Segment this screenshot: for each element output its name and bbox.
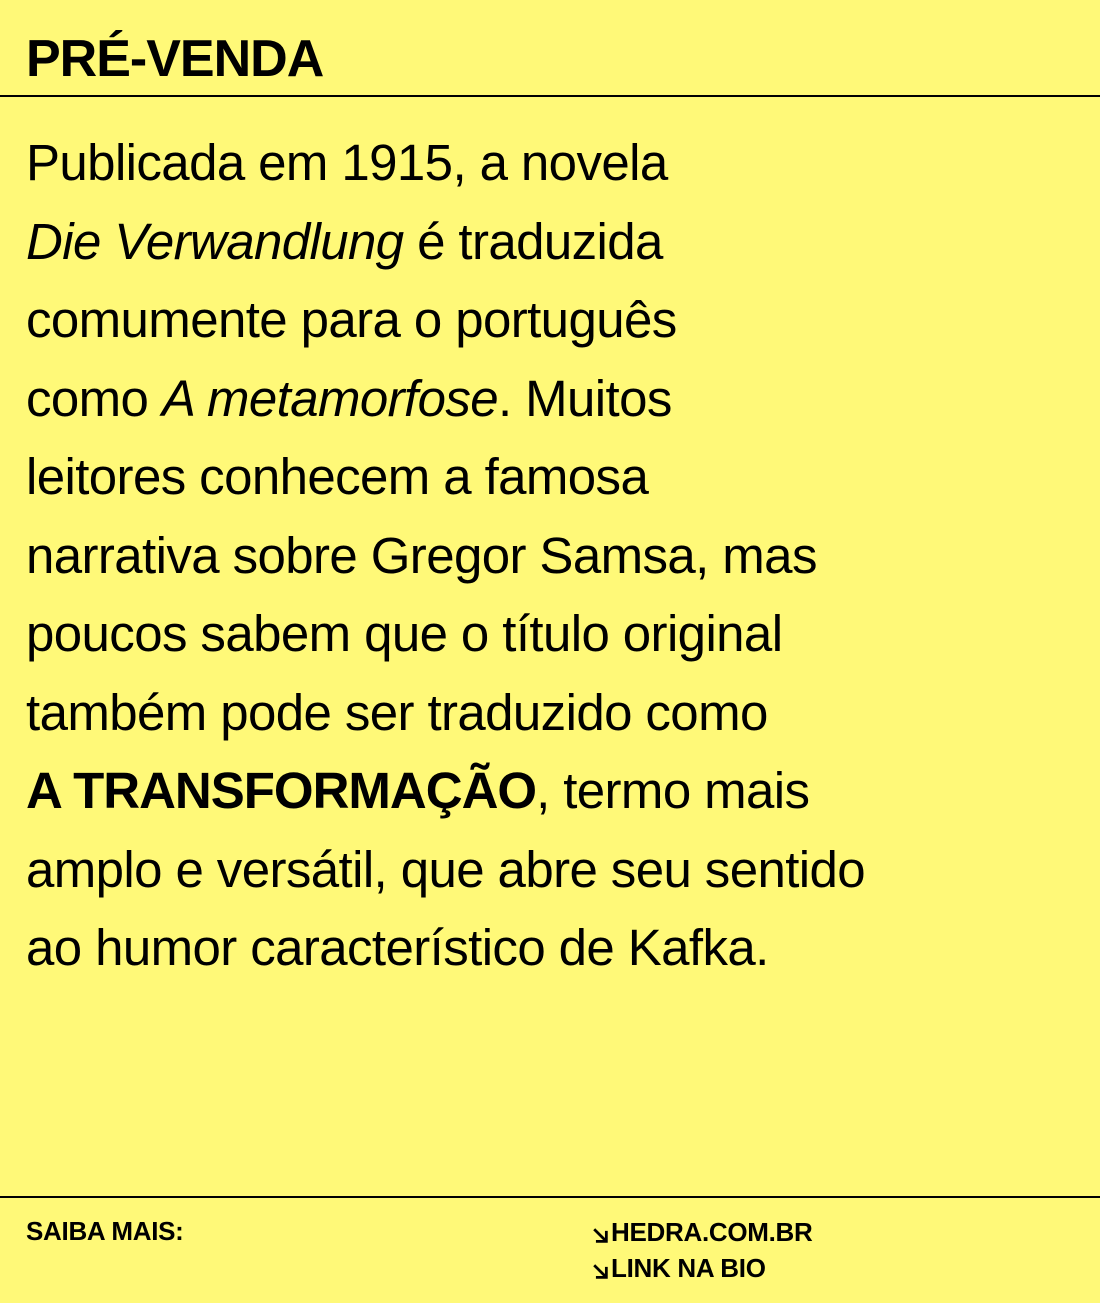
website-link-label: HEDRA.COM.BR <box>611 1217 813 1247</box>
body-paragraph <box>26 124 1086 988</box>
bottom-divider <box>0 1196 1100 1198</box>
website-link[interactable] <box>592 1214 813 1250</box>
arrow-down-right-icon <box>592 1227 609 1244</box>
bio-link[interactable] <box>592 1250 813 1286</box>
body-line: Die Verwandlung é traduzida <box>26 212 663 270</box>
body-line: narrativa sobre Gregor Samsa, mas <box>26 526 817 584</box>
body-line: também pode ser traduzido como <box>26 683 768 741</box>
top-divider <box>0 95 1100 97</box>
body-line: poucos sabem que o título original <box>26 605 783 662</box>
footer-links <box>592 1214 813 1286</box>
body-line: comumente para o português <box>26 291 677 348</box>
body-line: como A metamorfose. Muitos <box>26 369 672 427</box>
body-line: ao humor característico de Kafka. <box>26 919 769 976</box>
bio-link-label: LINK NA BIO <box>611 1253 766 1283</box>
learn-more-label: SAIBA MAIS: <box>26 1216 184 1246</box>
page-title: PRÉ-VENDA <box>26 30 324 88</box>
body-line: A TRANSFORMAÇÃO, termo mais <box>26 762 810 819</box>
highlighted-title: A TRANSFORMAÇÃO <box>26 762 537 819</box>
body-line: Publicada em 1915, a novela <box>26 134 668 191</box>
arrow-down-right-icon <box>592 1263 609 1280</box>
common-title: A metamorfose <box>161 369 498 427</box>
body-line: leitores conhecem a famosa <box>26 448 649 505</box>
original-title: Die Verwandlung <box>26 212 404 270</box>
body-line: amplo e versátil, que abre seu sentido <box>26 840 866 898</box>
